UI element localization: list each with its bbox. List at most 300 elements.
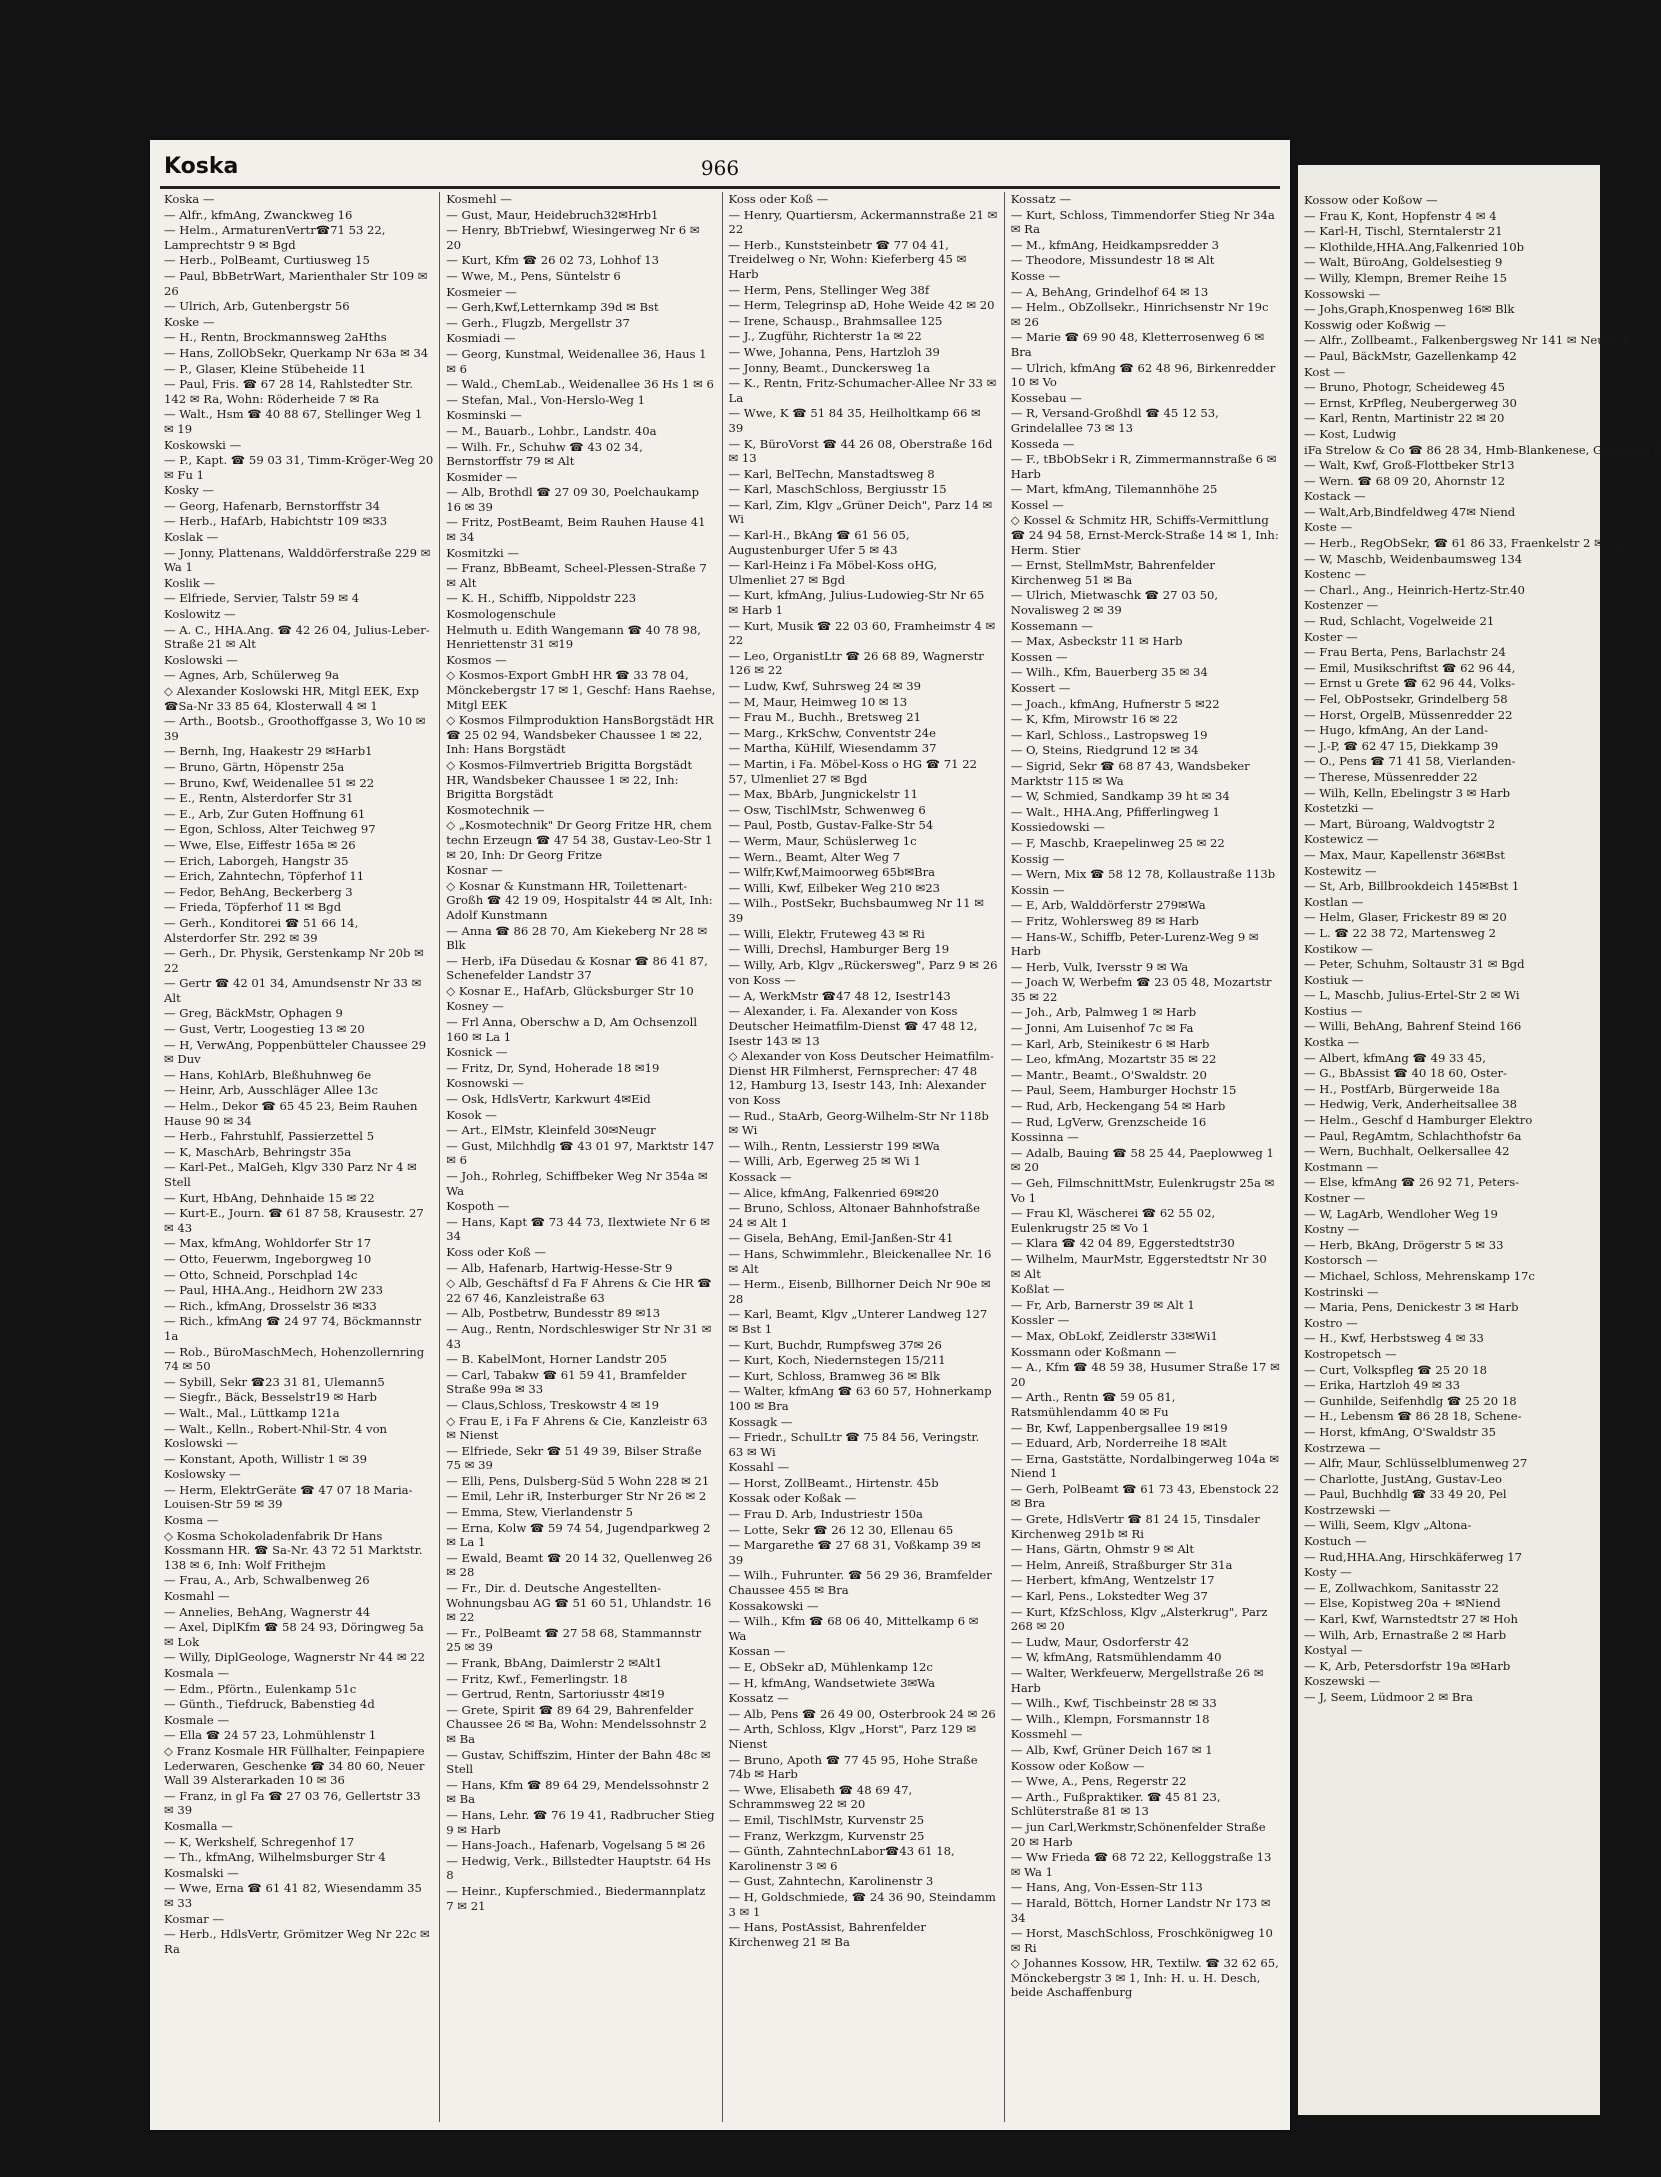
directory-entry: — Günth, ZahntechnLabor☎43 61 18, Karolinenstr 3 ✉ 6 [728,1844,955,1873]
directory-entry: — Max, ObLokf, Zeidlerstr 33✉Wi1 [1010,1328,1218,1343]
directory-entry: Kosmalla — [164,1818,233,1833]
directory-entry: — Arth., Rentn ☎ 59 05 81, Ratsmühlendamm 40 ✉ Fu [1010,1390,1176,1419]
directory-entry: — Gust, Vertr, Loogestieg 13 ✉ 20 [164,1022,365,1037]
directory-entry: — Kurt, Kfm ☎ 26 02 73, Lohhof 13 [446,253,660,268]
directory-entry: Kostetzki — [1304,801,1374,816]
directory-entry: — Axel, DiplKfm ☎ 58 24 93, Döringweg 5a ✉ Lok [164,1620,424,1649]
directory-entry: — Gust, Zahntechn, Karolinenstr 3 [728,1874,934,1889]
directory-entry: — Adalb, Bauing ☎ 58 25 44, Paeplowweg 1 ✉ 20 [1010,1145,1274,1175]
directory-entry: — Willy, Klempn, Bremer Reihe 15 [1304,270,1508,285]
directory-entry: — Alb, Hafenarb, Hartwig-Hesse-Str 9 [446,1260,673,1275]
directory-entry: — Karl, Rentn, Martinistr 22 ✉ 20 [1304,411,1505,426]
directory-entry: — Leo, kfmAng, Mozartstr 35 ✉ 22 [1010,1052,1217,1067]
directory-entry: Kostyal — [1304,1643,1363,1658]
directory-entry: — Irene, Schausp., Brahmsallee 125 [728,313,943,328]
directory-entry: — Otto, Schneid, Porschplad 14c [164,1267,358,1282]
directory-entry: — Margarethe ☎ 27 68 31, Voßkamp 39 ✉ 39 [728,1538,981,1567]
directory-entry: — Wilh., Klempn, Forsmannstr 18 [1010,1711,1210,1726]
directory-entry: — H., Rentn, Brockmannsweg 2aHths [164,330,387,345]
directory-entry: — Arth, Schloss, Klgv „Horst", Parz 129 ✉ Nienst [728,1722,977,1751]
directory-entry: — Frl Anna, Oberschw a D, Am Ochsenzoll 160 ✉ La 1 [446,1015,698,1044]
directory-entry: — Otto, Feuerwm, Ingeborgweg 10 [164,1251,372,1266]
directory-entry: Kosmos — [446,652,507,667]
directory-entry: — Gust, Maur, Heidebruch32✉Hrb1 [446,207,659,222]
directory-entry: — Willi, Elektr, Fruteweg 43 ✉ Ri [728,926,925,941]
directory-entry: — Gunhilde, Seifenhdlg ☎ 25 20 18 [1304,1393,1517,1408]
directory-entry: — Siegfr., Bäck, Besselstr19 ✉ Harb [164,1390,377,1405]
directory-entry: — Kurt, Buchdr, Rumpfsweg 37✉ 26 [728,1337,942,1352]
directory-entry: — Hans, Gärtn, Ohmstr 9 ✉ Alt [1010,1542,1195,1557]
directory-entry: — Gertr ☎ 42 01 34, Amundsenstr Nr 33 ✉ Alt [164,976,422,1005]
directory-entry: Kosmotechnik — [446,802,545,817]
directory-entry: — Wwe, M., Pens, Süntelstr 6 [446,268,621,283]
directory-entry: Kossak oder Koßak — [728,1491,857,1506]
directory-entry: — Franz, in gl Fa ☎ 27 03 76, Gellertstr 33 ✉ 39 [164,1788,421,1818]
directory-entry: — Alb, Brothdl ☎ 27 09 30, Poelchaukamp 16 ✉ 39 [446,485,700,514]
directory-entry: Kossen — [1010,649,1068,664]
directory-entry: — Walt, BüroAng, Goldelsestieg 9 [1304,255,1503,270]
directory-entry: Kossiedowski — [1010,820,1105,835]
directory-entry: Kosmahl — [164,1589,230,1604]
directory-entry: — H, Goldschmiede, ☎ 24 36 90, Steindamm 3 ✉ 1 [728,1889,996,1919]
directory-entry: — H., Kwf, Herbstsweg 4 ✉ 33 [1304,1331,1484,1346]
directory-entry: — Hans, KohlArb, Bleßhuhnweg 6e [164,1067,372,1082]
directory-entry: — E, ObSekr aD, Mühlenkamp 12c [728,1660,933,1674]
directory-entry: — Charlotte, JustAng, Gustav-Leo [1304,1471,1502,1486]
directory-entry: — Rud., StaArb, Georg-Wilhelm-Str Nr 118b ✉ Wi [728,1108,989,1138]
directory-entry: — Willi, Kwf, Eilbeker Weg 210 ✉23 [728,880,941,895]
directory-entry: — Erna, Gaststätte, Nordalbingerweg 104a ✉ Niend 1 [1010,1451,1280,1481]
directory-entry: — Walt., Kelln., Robert-Nhil-Str. 4 von Koslowski — [164,1421,388,1451]
directory-entry: — O., Pens ☎ 71 41 58, Vierlanden- [1304,754,1516,769]
directory-entry: — Ulrich, Arb, Gutenbergstr 56 [164,299,350,314]
directory-entry: — Claus,Schloss, Treskowstr 4 ✉ 19 [446,1397,660,1412]
directory-entry: — Herm., Eisenb, Billhorner Deich Nr 90e ✉ 28 [728,1277,991,1306]
directory-entry: — Frieda, Töpferhof 11 ✉ Bgd [164,900,342,915]
directory-entry: — Emma, Stew, Vierlandenstr 5 [446,1505,633,1520]
directory-entry: — Helm, Anreiß, Straßburger Str 31a [1010,1557,1233,1572]
directory-entry: — Wwe, Erna ☎ 61 41 82, Wiesendamm 35 ✉ 33 [164,1881,422,1910]
directory-entry: — E., Arb, Zur Guten Hoffnung 61 [164,806,366,821]
directory-entry: Kost — [1304,364,1346,379]
directory-entry: — Jonny, Beamt., Dunckersweg 1a [728,360,931,375]
directory-entry: — Paul, HHA.Ang., Heidhorn 2W 233 [164,1283,383,1298]
directory-entry: Kosnowski — [446,1076,524,1091]
directory-entry: — Fr., Dir. d. Deutsche Angestellten-Wohnungsbau AG ☎ 51 60 51, Uhlandstr. 16 ✉ 22 [446,1581,712,1625]
directory-entry: — Erna, Kolw ☎ 59 74 54, Jugendparkweg 2 ✉ La 1 [446,1520,711,1550]
directory-entry: Kossmehl — [1010,1727,1083,1742]
directory-entry: — Marie ☎ 69 90 48, Kletterrosenweg 6 ✉ Bra [1010,330,1265,359]
directory-entry: — A, WerkMstr ☎47 48 12, Isestr143 [728,988,951,1003]
directory-entry: — L, Maschb, Julius-Ertel-Str 2 ✉ Wi [1304,988,1520,1003]
directory-entry: Koslowitz — [164,607,236,622]
directory-entry: ◇ Kosnar E., HafArb, Glücksburger Str 10 [446,983,694,998]
directory-entry: — Grete, HdlsVertr ☎ 81 24 15, Tinsdaler Kirchenweg 291b ✉ Ri [1010,1512,1260,1541]
directory-entry: — K., Rentn, Fritz-Schumacher-Allee Nr 33 ✉ La [728,376,997,405]
directory-entry: — Horst, OrgelB, Müssenredder 22 [1304,707,1513,722]
directory-entry: Kostlan — [1304,894,1364,909]
directory-entry: — Willi, BehAng, Bahrenf Steind 166 [1304,1019,1522,1034]
directory-entry: — H, VerwAng, Poppenbütteler Chaussee 29 ✉ Duv [164,1037,427,1067]
directory-entry: — Herb, BkAng, Drögerstr 5 ✉ 33 [1304,1237,1504,1252]
directory-entry: — Herb, iFa Düsedau & Kosnar ☎ 86 41 87, Schenefelder Landstr 37 [446,953,708,983]
directory-entry: — Alfr, Maur, Schlüsselblumenweg 27 [1304,1456,1528,1471]
directory-entry: Kossahl — [728,1460,790,1475]
directory-entry: Kostenzer — [1304,598,1379,613]
directory-entry: — Helm., Dekor ☎ 65 45 23, Beim Rauhen Hause 90 ✉ 34 [164,1099,418,1128]
directory-entry: — E., Rentn, Alsterdorfer Str 31 [164,791,354,806]
directory-entry: ◇ Kosmos-Export GmbH HR ☎ 33 78 04, Mönckebergstr 17 ✉ 1, Geschf: Hans Raehse, Mitgl EEK [446,668,716,712]
directory-entry: — Jonny, Plattenans, Walddörferstraße 229 ✉ Wa 1 [164,545,431,575]
directory-entry: — Günth., Tiefdruck, Babenstieg 4d [164,1697,375,1712]
directory-entry: — A., Kfm ☎ 48 59 38, Husumer Straße 17 ✉ 20 [1010,1360,1280,1389]
directory-entry: — K, Arb, Petersdorfstr 19a ✉Harb [1304,1658,1511,1673]
directory-entry: Kossler — [1010,1313,1070,1328]
directory-entry: — Karl-H., BkAng ☎ 61 56 05, Augustenburger Ufer 5 ✉ 43 [728,528,910,557]
directory-entry: — Karl, Pens., Lokstedter Weg 37 [1010,1589,1208,1604]
directory-entry: — Joh., Arb, Palmweg 1 ✉ Harb [1010,1005,1197,1020]
directory-entry: — W, Schmied, Sandkamp 39 ht ✉ 34 [1010,789,1230,804]
directory-entry: Kosky — [164,483,215,498]
directory-entry: — Frank, BbAng, Daimlerstr 2 ✉Alt1 [446,1656,663,1670]
directory-entry: — Gerh., Konditorei ☎ 51 66 14, Alsterdorfer Str. 292 ✉ 39 [164,915,359,945]
directory-entry: — Willy, Arb, Klgv „Rückersweg", Parz 9 ✉ 26 [728,957,998,972]
directory-entry: — Kurt, Musik ☎ 22 03 60, Framheimstr 4 ✉ 22 [728,618,996,648]
directory-entry: — Walt., HHA.Ang, Pfifferlingweg 1 [1010,804,1220,819]
directory-entry: — A, BehAng, Grindelhof 64 ✉ 13 [1010,284,1209,299]
directory-entry: — Wilh., Fuhrunter. ☎ 56 29 36, Bramfelder Chaussee 455 ✉ Bra [728,1568,992,1598]
directory-entry: — Fr., PolBeamt ☎ 27 58 68, Stammannstr 25 ✉ 39 [446,1625,702,1655]
directory-entry: — Anna ☎ 86 28 70, Am Kiekeberg Nr 28 ✉ Blk [446,923,708,953]
directory-entry: — Willi, Drechsl, Hamburger Berg 19 [728,942,950,957]
directory-entry: — P., Glaser, Kleine Stübeheide 11 [164,361,367,376]
directory-entry: — Theodore, Missundestr 18 ✉ Alt [1010,253,1215,268]
directory-entry: — Alfr., kfmAng, Zwanckweg 16 [164,207,353,222]
directory-entry: — Werm, Maur, Schüslerweg 1c [728,833,917,848]
directory-entry: — Fritz, PostBeamt, Beim Rauhen Hause 41 ✉ 34 [446,515,706,545]
directory-entry: — Bernh, Ing, Haakestr 29 ✉Harb1 [164,744,373,759]
directory-entry: — Karl-Heinz i Fa Möbel-Koss oHG, Ulmenliet 27 ✉ Bgd [728,558,938,587]
directory-entry: — Lotte, Sekr ☎ 26 12 30, Ellenau 65 [728,1522,954,1537]
directory-entry: — Mart, kfmAng, Tilemannhöhe 25 [1010,482,1218,497]
directory-entry: Kosmar — [164,1911,225,1926]
directory-entry: Kospoth — [446,1199,510,1214]
directory-entry: — Herb., HdlsVertr, Grömitzer Weg Nr 22c ✉ Ra [164,1927,430,1956]
directory-entry: — W, kfmAng, Ratsmühlendamm 40 [1010,1650,1222,1665]
directory-entry: Kosty — [1304,1565,1352,1580]
directory-entry: Kossatz — [1010,192,1071,206]
directory-entry: — Wern., Beamt, Alter Weg 7 [728,849,901,864]
directory-entry: — Alice, kfmAng, Falkenried 69✉20 [728,1185,939,1200]
directory-entry: — F, Maschb, Kraepelinweg 25 ✉ 22 [1010,835,1225,850]
directory-entry: — Alb, Pens ☎ 26 49 00, Osterbrook 24 ✉ 26 [728,1706,996,1721]
directory-entry: — Frau D. Arb, Industriestr 150a [728,1507,923,1522]
directory-entry: Koszewski — [1304,1674,1381,1689]
directory-entry: — Marg., KrkSchw, Conventstr 24e [728,725,936,740]
directory-entry: Kostikow — [1304,941,1373,956]
directory-entry: — Helm., ArmaturenVertr☎71 53 22, Lamprechtstr 9 ✉ Bgd [164,223,386,252]
directory-entry: — Grete, Spirit ☎ 89 64 29, Bahrenfelder Chaussee 26 ✉ Ba, Wohn: Mendelssohnstr 2 ✉ Ba [446,1702,707,1746]
directory-entry: ◇ Alb, Geschäftsf d Fa F Ahrens & Cie HR ☎ 22 67 46, Kanzleistraße 63 [446,1276,712,1305]
directory-entry: Kostrzewski — [1304,1502,1391,1517]
directory-entry: — Kurt-E., Journ. ☎ 61 87 58, Krausestr. 27 ✉ 43 [164,1206,424,1235]
directory-entry: Koskowski — [164,437,242,452]
directory-entry: — Frau Berta, Pens, Barlachstr 24 [1304,645,1506,660]
directory-entry: — H., Lebensm ☎ 86 28 18, Schene- [1304,1409,1522,1424]
directory-entry: — Hans-Joach., Hafenarb, Vogelsang 5 ✉ 26 [446,1838,706,1853]
directory-entry: — H, kfmAng, Wandsetwiete 3✉Wa [728,1675,935,1690]
directory-entry: — Ernst, KrPfleg, Neubergerweg 30 [1304,395,1517,410]
directory-entry: — Walt., Mal., Lüttkamp 121a [164,1405,340,1420]
directory-entry: — Ludw, Kwf, Suhrsweg 24 ✉ 39 [728,679,921,693]
directory-entry: Koslowski — [164,652,238,667]
directory-entry: Koss oder Koß — [446,1244,547,1259]
directory-entry: ◇ Kosmos Filmproduktion HansBorgstädt HR ☎ 25 02 94, Wandsbeker Chaussee 1 ✉ 22, Inh: Hans Borgstädt [446,713,714,757]
directory-entry: — Rud, Schlacht, Vogelweide 21 [1304,614,1495,629]
directory-entry: — F., tBbObSekr i R, Zimmermannstraße 6 ✉ Harb [1010,452,1277,481]
directory-entry: — Else, Kopistweg 20a + ✉Niend [1304,1596,1501,1611]
directory-page [150,140,1290,2130]
directory-entry: Koska — [164,192,215,206]
directory-entry: Koßlat — [1010,1282,1065,1297]
directory-entry: Kostrzewa — [1304,1440,1381,1455]
directory-entry: Koske — [164,314,215,329]
directory-entry: — Th., kfmAng, Wilhelmsburger Str 4 [164,1850,386,1865]
directory-entry: — Rud,HHA.Ang, Hirschkäferweg 17 [1304,1549,1523,1564]
directory-entry: — Wald., ChemLab., Weidenallee 36 Hs 1 ✉ 6 [446,377,714,392]
directory-entry: — Arth., Fußpraktiker. ☎ 45 81 23, Schlüterstraße 81 ✉ 13 [1010,1789,1221,1819]
directory-entry: — Helm., Geschf d Hamburger Elektro [1304,1113,1533,1128]
directory-entry: — Willi, Seem, Klgv „Altona- [1304,1518,1472,1533]
directory-entry: — Herb., RegObSekr, ☎ 61 86 33, Fraenkelstr 2 ✉ 33 [1304,536,1623,551]
directory-entry: — Walt,Arb,Bindfeldweg 47✉ Niend [1304,504,1516,519]
directory-entry: — L. ☎ 22 38 72, Martensweg 2 [1304,925,1497,940]
directory-entry: — Rob., BüroMaschMech, Hohenzollernring 74 ✉ 50 [164,1344,425,1374]
directory-entry: — Paul, Fris. ☎ 67 28 14, Rahlstedter Str. 142 ✉ Ra, Wohn: Röderheide 7 ✉ Ra [164,377,414,406]
directory-entry: — Greg, BäckMstr, Ophagen 9 [164,1006,343,1021]
directory-entry: Kosmiadi — [446,331,516,346]
directory-entry: Kossig — [1010,851,1065,866]
directory-entry: — Wilh, Kelln, Ebelingstr 3 ✉ Harb [1304,785,1511,800]
directory-entry: — Osk, HdlsVertr, Karkwurt 4✉Eid [446,1092,651,1107]
directory-entry: — Max, BbArb, Jungnickelstr 11 [728,787,918,802]
directory-entry: Kossowski — [1304,286,1381,301]
directory-entry: — Karl-Pet., MalGeh, Klgv 330 Parz Nr 4 ✉ Stell [164,1160,417,1189]
directory-entry: — Helm., ObZollsekr., Hinrichsenstr Nr 19c ✉ 26 [1010,300,1269,329]
directory-entry: Kossebau — [1010,390,1082,405]
directory-entry: Kosok — [446,1107,497,1122]
directory-entry: — Alexander, i. Fa. Alexander von Koss Deutscher Heimatfilm-Dienst ☎ 47 48 12, Isestr 143 ✉ 13 [728,1004,978,1048]
directory-entry: — Hans, Schwimmlehr., Bleickenallee Nr. 16 ✉ Alt [728,1246,992,1276]
directory-entry: — Peter, Schuhm, Soltaustr 31 ✉ Bgd [1304,957,1525,972]
directory-entry: — W, LagArb, Wendloher Weg 19 [1304,1206,1498,1221]
directory-entry: — Martha, KüHilf, Wiesendamm 37 [728,741,937,756]
directory-entry: — Paul, RegAmtm, Schlachthofstr 6a [1304,1128,1522,1143]
directory-entry: — Gerh., Flugzb, Mergellstr 37 [446,315,630,330]
directory-entry: — Jonni, Am Luisenhof 7c ✉ Fa [1010,1021,1194,1036]
directory-entry: — Art., ElMstr, Kleinfeld 30✉Neugr [446,1123,656,1138]
directory-entry: — K. H., Schiffb, Nippoldstr 223 [446,591,637,606]
directory-entry: — Wilh. Fr., Schuhw ☎ 43 02 34, Bernstorffstr 79 ✉ Alt [446,439,643,469]
directory-entry: Kossel — [1010,497,1064,512]
directory-entry: — Br, Kwf, Lappenbergsallee 19 ✉19 [1010,1420,1228,1435]
directory-entry: — W, Maschb, Weidenbaumsweg 134 [1304,551,1523,566]
directory-entry: — Wwe, A., Pens, Regerstr 22 [1010,1774,1187,1789]
directory-entry: Kosmitzki — [446,545,520,560]
directory-entry: ◇ Kossel & Schmitz HR, Schiffs-Vermittlung ☎ 24 94 58, Ernst-Merck-Straße 14 ✉ 1, Inh: Herm. Stier [1010,513,1279,557]
directory-entry: — Mantr., Beamt., O'Swaldstr. 20 [1010,1067,1207,1082]
directory-entry: — Ernst, StellmMstr, Bahrenfelder Kirchenweg 51 ✉ Ba [1010,558,1215,587]
directory-entry: — Max, Asbeckstr 11 ✉ Harb [1010,634,1183,649]
directory-entry: — Friedr., SchulLtr ☎ 75 84 56, Veringstr. 63 ✉ Wi [728,1430,980,1459]
directory-entry: — Gust, Milchhdlg ☎ 43 01 97, Marktstr 147 ✉ 6 [446,1138,715,1168]
column-1 [158,192,439,2122]
next-page-column [1304,193,1661,2115]
directory-entry: — Horst, ZollBeamt., Hirtenstr. 45b [728,1475,939,1490]
directory-entry: — Klothilde,HHA.Ang,Falkenried 10b [1304,239,1524,254]
directory-entry: Kostewitz — [1304,863,1377,878]
directory-entry: — Georg, Kunstmal, Weidenallee 36, Haus 1 ✉ 6 [446,346,707,376]
directory-entry: Kostrinski — [1304,1284,1379,1299]
directory-entry: — K, MaschArb, Behringstr 35a [164,1144,352,1159]
directory-entry: — Harald, Böttch, Horner Landstr Nr 173 ✉ 34 [1010,1895,1271,1925]
directory-entry: Kostorsch — [1304,1253,1378,1268]
directory-entry: — Herbert, kfmAng, Wentzelstr 17 [1010,1573,1215,1588]
directory-entry: — Erich, Zahntechn, Töpferhof 11 [164,869,365,884]
directory-entry: — Fritz, Dr, Synd, Hoherade 18 ✉19 [446,1060,660,1075]
directory-entry: — Gerh,Kwf,Letternkamp 39d ✉ Bst [446,300,659,315]
directory-entry: — Karl, Schloss., Lastropsweg 19 [1010,727,1208,742]
directory-entry: — Rud, Arb, Heckengang 54 ✉ Harb [1010,1099,1226,1114]
directory-entry: Kostny — [1304,1222,1360,1237]
directory-entry: — Horst, MaschSchloss, Froschkönigweg 10 ✉ Ri [1010,1926,1273,1955]
directory-entry: — Edm., Pförtn., Eulenkamp 51c [164,1681,357,1696]
directory-entry: — Klara ☎ 42 04 89, Eggerstedtstr30 [1010,1236,1235,1251]
directory-entry: Kossow oder Koßow — [1010,1758,1145,1773]
directory-entry: Kostewicz — [1304,832,1379,847]
directory-entry: Kostropetsch — [1304,1346,1397,1361]
directory-entry: — Willy, DiplGeologe, Wagnerstr Nr 44 ✉ 22 [164,1650,425,1665]
directory-entry: Kossan — [728,1644,786,1659]
directory-entry: Kostack — [1304,489,1366,504]
directory-entry: — Walt., Hsm ☎ 40 88 67, Stellinger Weg 1 ✉ 19 [164,407,423,436]
directory-entry: Kosney — [446,999,504,1014]
directory-entry: ◇ Alexander von Koss Deutscher Heimatfilm-Dienst HR Filmherst, Fernsprecher: 47 48 12, Hamburg 13, Isestr 143, Inh: Alexander von Koss [728,1049,994,1108]
directory-entry: — Bruno, Apoth ☎ 77 45 95, Hohe Straße 74b ✉ Harb [728,1752,978,1782]
column-4 [1004,192,1286,2122]
directory-entry: Kosnick — [446,1045,508,1060]
directory-entry: — J, Seem, Lüdmoor 2 ✉ Bra [1304,1690,1473,1704]
directory-entry: — Bruno, Schloss, Altonaer Bahnhofstraße 24 ✉ Alt 1 [728,1201,980,1230]
directory-entry: — Ww Frieda ☎ 68 72 22, Kelloggstraße 13 ✉ Wa 1 [1010,1850,1272,1879]
column-2 [439,192,721,2122]
directory-entry: — Joh., Rohrleg, Schiffbeker Weg Nr 354a ✉ Wa [446,1169,708,1198]
directory-entry: — Elli, Pens, Dulsberg-Süd 5 Wohn 228 ✉ 21 [446,1473,710,1488]
directory-entry: — Heinr., Kupferschmied., Biedermannplatz 7 ✉ 21 [446,1883,706,1913]
directory-entry: ◇ Alexander Koslowski HR, Mitgl EEK, Exp ☎Sa-Nr 33 85 64, Klosterwall 4 ✉ 1 [164,684,419,713]
directory-entry: — Herb., HafArb, Habichtstr 109 ✉33 [164,514,388,529]
directory-entry: — Herm, Telegrinsp aD, Hohe Weide 42 ✉ 20 [728,298,995,313]
directory-entry: Kosmale — [164,1712,230,1727]
directory-entry: ◇ Kosnar & Kunstmann HR, Toilettenart-Großh ☎ 42 19 09, Hospitalstr 44 ✉ Alt, Inh: Adolf Kunstmann [446,878,713,922]
directory-entry: — Karl, Beamt, Klgv „Unterer Landweg 127 ✉ Bst 1 [728,1307,988,1336]
directory-entry: — Eduard, Arb, Norderreihe 18 ✉Alt [1010,1436,1227,1451]
directory-entry: — Konstant, Apoth, Willistr 1 ✉ 39 [164,1451,367,1466]
directory-entry: — Herm, ElektrGeräte ☎ 47 07 18 Maria-Louisen-Str 59 ✉ 39 [164,1482,413,1512]
directory-entry: — Gertrud, Rentn, Sartoriusstr 4✉19 [446,1687,665,1702]
directory-entry: — Fritz, Wohlersweg 89 ✉ Harb [1010,913,1199,928]
directory-entry: — Wilh., Kwf, Tischbeinstr 28 ✉ 33 [1010,1696,1217,1711]
directory-entry: Kosnar — [446,863,503,878]
directory-entry: Kostner — [1304,1191,1366,1205]
directory-entry: — Albert, kfmAng ☎ 49 33 45, [1304,1050,1486,1065]
directory-entry: — Walter, kfmAng ☎ 63 60 57, Hohnerkamp 100 ✉ Bra [728,1384,992,1413]
directory-entry: — B. KabelMont, Horner Landstr 205 [446,1352,667,1367]
directory-entry: — Kurt, kfmAng, Julius-Ludowieg-Str Nr 65 ✉ Harb 1 [728,588,985,618]
directory-entry: — Ulrich, Mietwaschk ☎ 27 03 50, Novalisweg 2 ✉ 39 [1010,588,1219,618]
directory-entry: — M, Maur, Heimweg 10 ✉ 13 [728,694,908,709]
directory-entry: — Herb., Kunststeinbetr ☎ 77 04 41, Treidelweg o Nr, Wohn: Kieferberg 45 ✉ Harb [728,237,967,281]
directory-entry: — Karl, Arb, Steinikestr 6 ✉ Harb [1010,1036,1210,1051]
directory-entry: — Hedwig, Verk, Anderheitsallee 38 [1304,1097,1518,1112]
directory-entry: — M., kfmAng, Heidkampsredder 3 [1010,237,1220,252]
directory-entry: — Karl, Kwf, Warnstedtstr 27 ✉ Hoh [1304,1612,1518,1627]
directory-entry: — Wilfr,Kwf,Maimoorweg 65b✉Bra [728,865,936,880]
directory-entry: — Willi, Arb, Egerweg 25 ✉ Wi 1 [728,1154,921,1169]
directory-entry: Kosmeier — [446,284,517,299]
directory-entry: — Herb., Fahrstuhlf, Passierzettel 5 [164,1129,375,1144]
directory-entry: — M., Bauarb., Lohbr., Landstr. 40a [446,423,657,438]
directory-entry: — Walter, Werkfeuerw, Mergellstraße 26 ✉ Harb [1010,1666,1264,1695]
directory-entry: — Erika, Hartzloh 49 ✉ 33 [1304,1378,1461,1393]
directory-entry: — Franz, Werkzgm, Kurvenstr 25 [728,1828,925,1843]
directory-entry: — Frau, A., Arb, Schwalbenweg 26 [164,1573,370,1588]
directory-entry: — O, Steins, Riedgrund 12 ✉ 34 [1010,743,1199,758]
directory-entry: — Karl-H, Tischl, Sterntalerstr 21 [1304,224,1503,239]
directory-entry: — Wilh, Arb, Ernastraße 2 ✉ Harb [1304,1627,1507,1642]
next-page-fragment [1298,165,1661,2115]
directory-entry: — R, Versand-Großhdl ☎ 45 12 53, Grindelallee 73 ✉ 13 [1010,406,1219,435]
directory-entry: — Martin, i Fa. Möbel-Koss o HG ☎ 71 22 57, Ulmenliet 27 ✉ Bgd [728,756,977,786]
directory-entry: Kosmider — [446,469,518,484]
directory-entry: Kossow oder Koßow — [1304,193,1438,207]
directory-entry: — Michael, Schloss, Mehrenskamp 17c [1304,1268,1535,1283]
directory-entry: — E, Zollwachkom, Sanitasstr 22 [1304,1580,1499,1595]
directory-entry: — Johs,Graph,Knospenweg 16✉ Blk [1304,302,1515,317]
directory-entry: — Hans, ZollObSekr, Querkamp Nr 63a ✉ 34 [164,345,429,360]
directory-entry: — Fel, ObPostsekr, Grindelberg 58 [1304,692,1508,706]
directory-entry: — Else, kfmAng ☎ 26 92 71, Peters- [1304,1175,1520,1190]
directory-entry: — Paul, Buchhdlg ☎ 33 49 20, Pel [1304,1487,1507,1502]
directory-entry: Koste — [1304,520,1353,535]
directory-entry: von Koss — [728,973,796,988]
directory-entry: — Wern, Buchhalt, Oelkersallee 42 [1304,1144,1510,1159]
directory-entry: — Wilhelm, MaurMstr, Eggerstedtstr Nr 30 ✉ Alt [1010,1251,1267,1281]
directory-entry: — Max, Maur, Kapellenstr 36✉Bst [1304,847,1505,862]
directory-entry: — Herb, Vulk, Iversstr 9 ✉ Wa [1010,959,1189,974]
directory-entry: — Paul, Postb, Gustav-Falke-Str 54 [728,818,934,833]
directory-entry: — Bruno, Photogr, Scheideweg 45 [1304,380,1505,395]
directory-entry: — Geh, FilmschnittMstr, Eulenkrugstr 25a ✉ Vo 1 [1010,1176,1275,1205]
directory-entry: — Carl, Tabakw ☎ 61 59 41, Bramfelder Straße 99a ✉ 33 [446,1367,687,1397]
directory-entry: Koster — [1304,629,1358,644]
directory-entry: — Alfr., Zollbeamt., Falkenbergsweg Nr 141 ✉ Neugr 2 [1304,333,1629,348]
directory-entry: — Wwe, Elisabeth ☎ 48 69 47, Schrammsweg 22 ✉ 20 [728,1782,913,1812]
directory-entry: — Sybill, Sekr ☎23 31 81, Ulemann5 [164,1374,385,1389]
directory-entry: — J.-P, ☎ 62 47 15, Diekkamp 39 [1304,738,1499,753]
directory-entry: — Rich., kfmAng ☎ 24 97 74, Böckmannstr 1a [164,1314,422,1343]
page-number: 966 [700,156,740,180]
